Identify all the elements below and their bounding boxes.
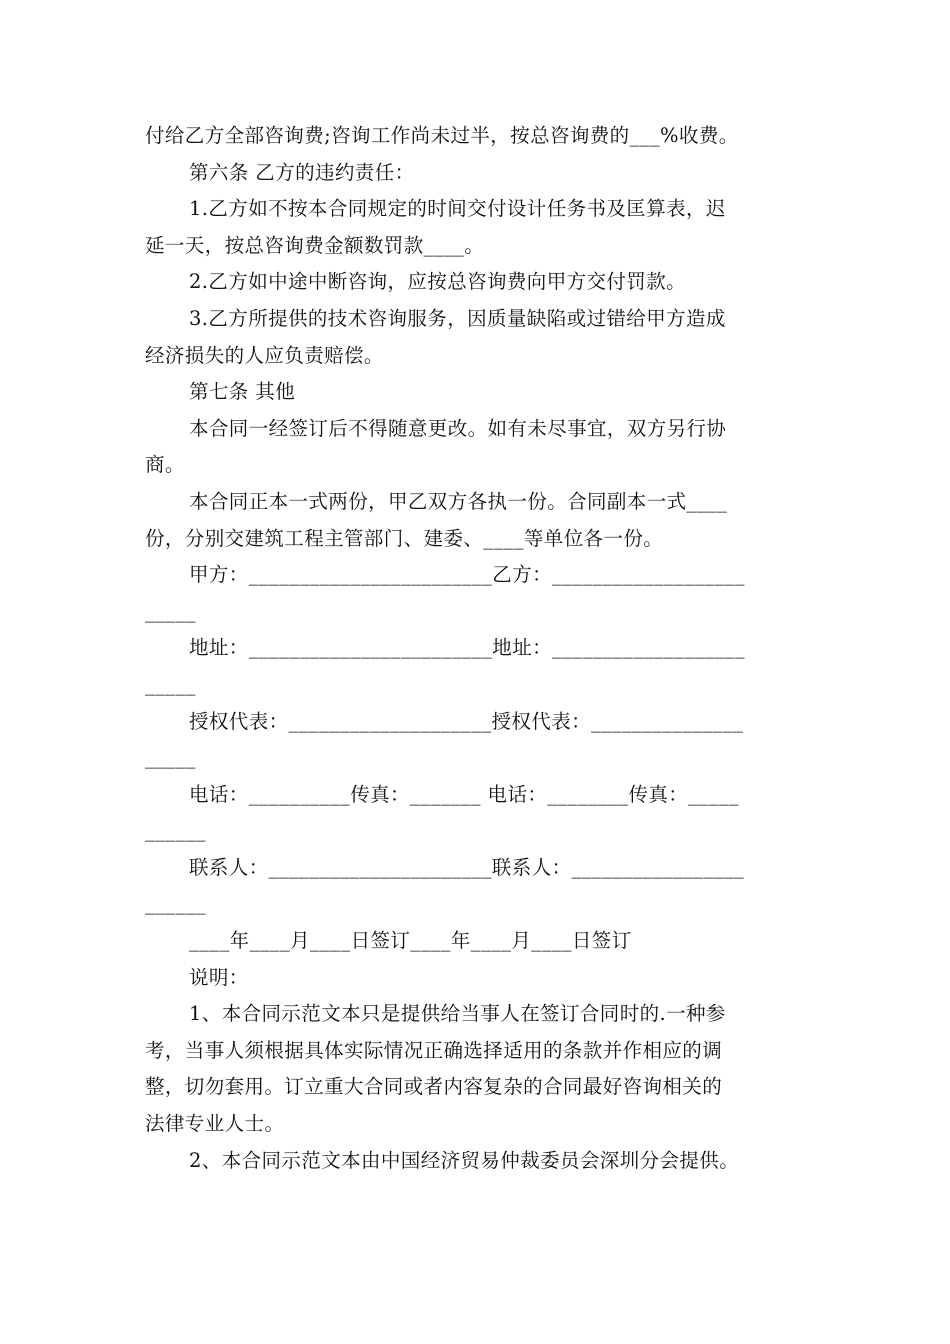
note-line: 法律专业人士。 (145, 1112, 285, 1136)
signature-row-phone-fax (145, 777, 807, 850)
signature-row-contact (145, 850, 807, 923)
note-line: 2、本合同示范文本由中国经济贸易仲裁委员会深圳分会提供。 (189, 1148, 740, 1172)
signature-row-address (145, 630, 807, 703)
signature-line: 联系人：______________________联系人：_________________ (189, 855, 745, 879)
text-line: 商。 (145, 453, 185, 477)
text-line: 1.乙方如不按本合同规定的时间交付设计任务书及匡算表，迟 (189, 197, 726, 221)
signature-line: 甲方：________________________乙方：___________________ (189, 563, 745, 587)
section-heading-article-6: 第六条 乙方的违约责任： (189, 160, 415, 184)
notes-title: 说明： (189, 965, 249, 989)
note-line: 考，当事人须根据具体实际情况正确选择适用的条款并作相应的调 (145, 1038, 723, 1062)
text-line: 经济损失的人应负责赔偿。 (145, 343, 384, 367)
document-page (145, 118, 807, 1179)
signature-line: 授权代表：____________________授权代表：_______________ (189, 709, 744, 733)
text-line: 3.乙方所提供的技术咨询服务，因质量缺陷或过错给甲方造成 (189, 306, 726, 330)
text-line: 付给乙方全部咨询费;咨询工作尚未过半，按总咨询费的___%收费。 (145, 124, 739, 147)
text-line: 本合同正本一式两份，甲乙双方各执一份。合同副本一式____ (189, 489, 728, 513)
signature-line-continuation: _____ (145, 746, 196, 770)
note-line: 整，切勿套用。订立重大合同或者内容复杂的合同最好咨询相关的 (145, 1075, 723, 1099)
text-line: 2.乙方如中途中断咨询，应按总咨询费向甲方交付罚款。 (189, 270, 687, 294)
text-line: 延一天，按总咨询费金额数罚款____。 (145, 233, 485, 257)
section-heading-article-7: 第七条 其他 (189, 380, 296, 404)
signature-line-continuation: _____ (145, 599, 196, 623)
note-line: 1、本合同示范文本只是提供给当事人在签订合同时的.一种参 (189, 1002, 726, 1026)
signature-row-party (145, 557, 807, 630)
signature-line: 地址：________________________地址：___________________ (189, 636, 745, 660)
text-line: 份，分别交建筑工程主管部门、建委、____等单位各一份。 (145, 526, 664, 550)
signature-row-representative (145, 704, 807, 777)
signing-date-line: ____年____月____日签订____年____月____日签订 (189, 929, 632, 953)
signature-line-continuation: ______ (145, 819, 206, 843)
text-line: 本合同一经签订后不得随意更改。如有未尽事宜，双方另行协 (189, 416, 727, 440)
signature-line-continuation: ______ (145, 892, 206, 916)
signature-block (145, 557, 807, 923)
signature-line: 电话：__________传真：_______ 电话：________传真：_____ (189, 782, 739, 806)
signature-line-continuation: _____ (145, 672, 196, 696)
